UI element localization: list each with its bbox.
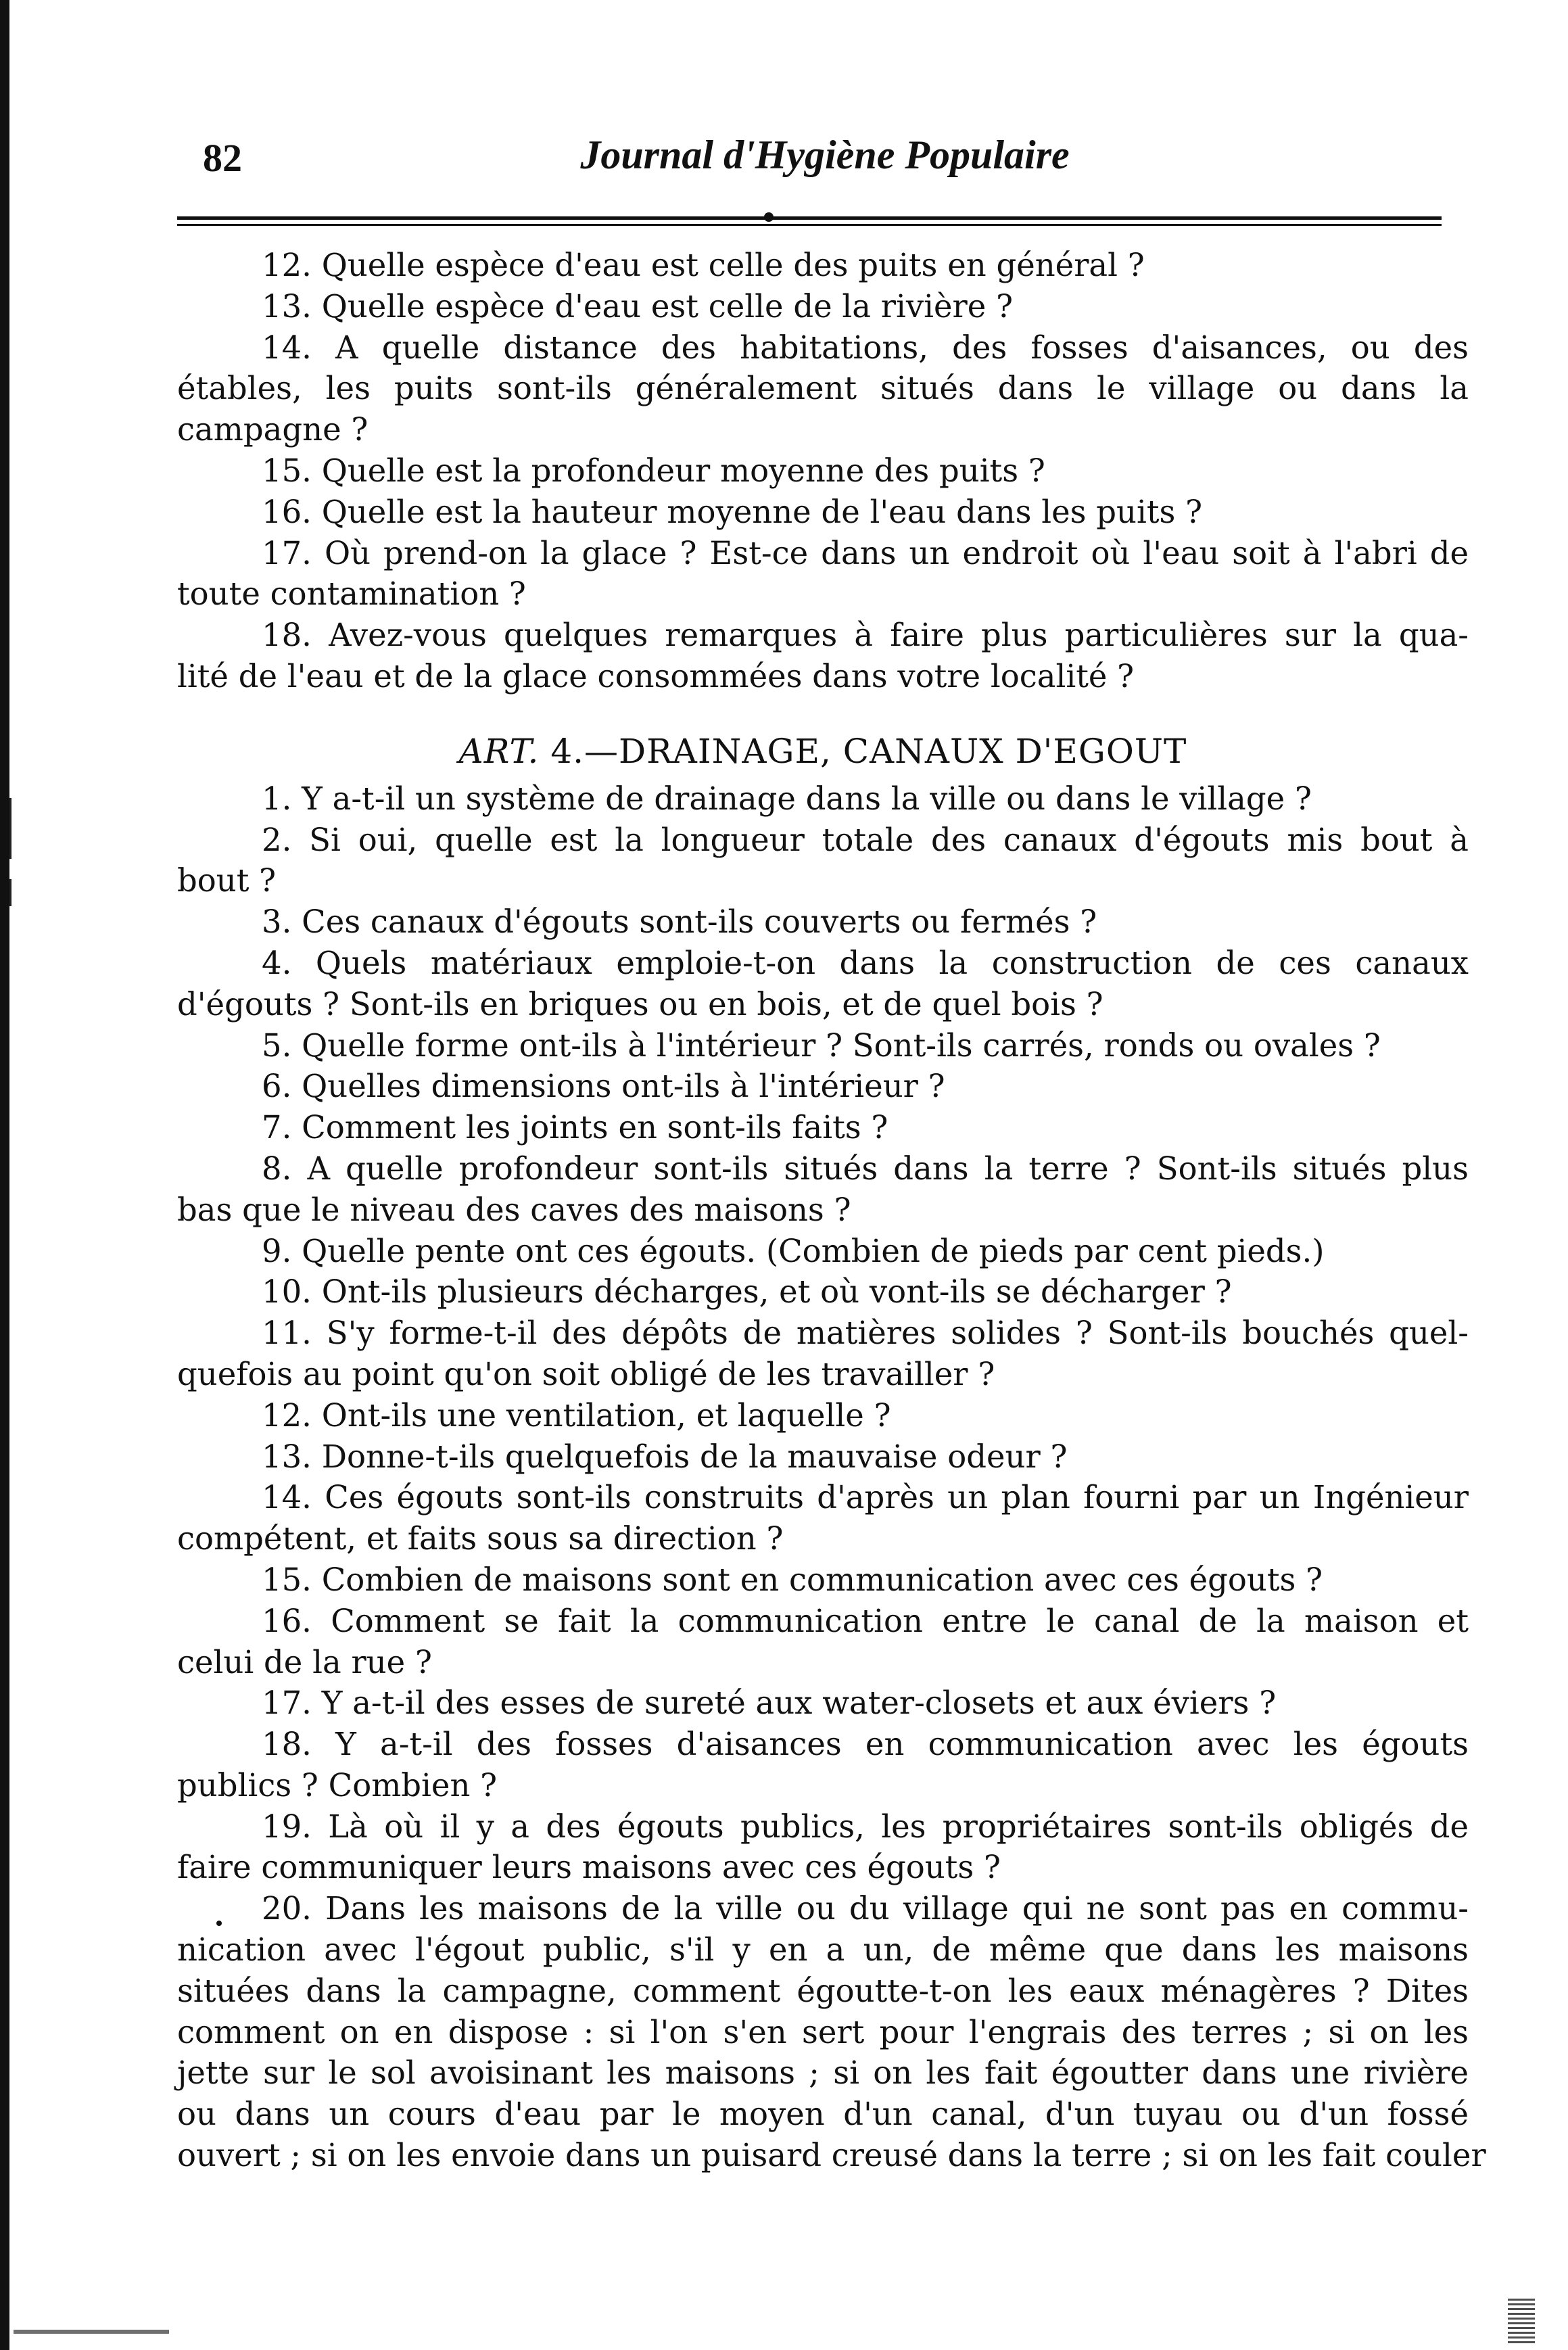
page-spine-shadow — [0, 0, 9, 2350]
text-line: d'égouts ? Sont-ils en briques ou en bois, et de quel bois ? — [177, 985, 1103, 1023]
text-line: 20. Dans les maisons de la ville ou du village qui ne sont pas en commu- — [262, 1890, 1469, 1927]
section-heading — [177, 697, 1469, 778]
running-title: Journal d'Hygiène Populaire — [580, 133, 1070, 177]
text-line: 15. Quelle est la profondeur moyenne des puits ? — [262, 452, 1045, 489]
text-line: 13. Donne-t-ils quelquefois de la mauvaise odeur ? — [262, 1438, 1068, 1475]
text-line: bout ? — [177, 862, 277, 899]
text-line: 6. Quelles dimensions ont-ils à l'intérieur ? — [262, 1068, 945, 1105]
text-line: jette sur le sol avoisinant les maisons ; si on les fait égoutter dans une rivière — [177, 2054, 1469, 2092]
section-title: 4.—DRAINAGE, CANAUX D'EGOUT — [550, 731, 1187, 771]
text-line: situées dans la campagne, comment égoutte-t-on les eaux ménagères ? Dites — [177, 1972, 1469, 2009]
text-line: 8. A quelle profondeur sont-ils situés dans la terre ? Sont-ils situés plus — [262, 1150, 1469, 1187]
footer-smudge — [14, 2330, 169, 2334]
text-line: ouvert ; si on les envoie dans un puisard creusé dans la terre ; si on les fait couler — [177, 2137, 1486, 2174]
text-line: 9. Quelle pente ont ces égouts. (Combien de pieds par cent pieds.) — [262, 1232, 1325, 1269]
text-line: publics ? Combien ? — [177, 1766, 498, 1804]
spine-mark — [9, 879, 11, 906]
text-line: 18. Avez-vous quelques remarques à faire plus particulières sur la qua- — [262, 617, 1469, 654]
text-line: 5. Quelle forme ont-ils à l'intérieur ? Sont-ils carrés, ronds ou ovales ? — [262, 1027, 1381, 1064]
text-line: 11. S'y forme-t-il des dépôts de matières solides ? Sont-ils bouchés quel- — [262, 1315, 1469, 1352]
text-line: 13. Quelle espèce d'eau est celle de la rivière ? — [262, 287, 1014, 325]
text-line: campagne ? — [177, 411, 369, 448]
text-line: compétent, et faits sous sa direction ? — [177, 1520, 784, 1557]
text-line: 14. A quelle distance des habitations, des fosses d'aisances, ou des — [262, 329, 1469, 366]
page-number: 82 — [203, 136, 242, 180]
header-ornament — [764, 212, 774, 222]
text-line: 4. Quels matériaux emploie-t-on dans la construction de ces canaux — [262, 944, 1469, 981]
text-line: 7. Comment les joints en sont-ils faits ? — [262, 1109, 888, 1146]
section-art-label: ART. — [458, 731, 540, 771]
text-line: 2. Si oui, quelle est la longueur totale des canaux d'égouts mis bout à — [262, 821, 1469, 858]
questions-drainage — [177, 778, 1486, 2176]
corner-scan-mark — [1508, 2296, 1535, 2343]
questions-water — [177, 245, 1469, 697]
text-line: bas que le niveau des caves des maisons ? — [177, 1191, 851, 1228]
text-line: 14. Ces égouts sont-ils construits d'après un plan fourni par un Ingénieur — [262, 1479, 1469, 1516]
text-line: 1. Y a-t-il un système de drainage dans la ville ou dans le village ? — [262, 780, 1312, 817]
text-line: 3. Ces canaux d'égouts sont-ils couverts ou fermés ? — [262, 903, 1097, 941]
text-line: 12. Quelle espèce d'eau est celle des puits en général ? — [262, 247, 1145, 283]
header-rule — [177, 216, 1442, 220]
text-line: 19. Là où il y a des égouts publics, les propriétaires sont-ils obligés de — [262, 1808, 1469, 1845]
text-line: 12. Ont-ils une ventilation, et laquelle ? — [262, 1396, 891, 1434]
page-body — [177, 245, 1486, 2176]
text-line: 18. Y a-t-il des fosses d'aisances en communication avec les égouts — [262, 1726, 1469, 1763]
text-line: quefois au point qu'on soit obligé de les travailler ? — [177, 1355, 995, 1392]
text-line: nication avec l'égout public, s'il y en a un, de même que dans les maisons — [177, 1931, 1469, 1969]
text-line: 15. Combien de maisons sont en communication avec ces égouts ? — [262, 1561, 1323, 1598]
text-line: 16. Comment se fait la communication entre le canal de la maison et — [262, 1602, 1469, 1639]
spine-mark — [9, 798, 11, 859]
text-line: toute contamination ? — [177, 575, 526, 613]
text-line: faire communiquer leurs maisons avec ces égouts ? — [177, 1849, 1001, 1886]
page-header — [203, 132, 1447, 186]
text-line: 17. Où prend-on la glace ? Est-ce dans un endroit où l'eau soit à l'abri de — [262, 534, 1469, 571]
text-line: étables, les puits sont-ils généralement situés dans le village ou dans la — [177, 370, 1469, 407]
text-line: celui de la rue ? — [177, 1643, 432, 1681]
text-line: ou dans un cours d'eau par le moyen d'un canal, d'un tuyau ou d'un fossé — [177, 2096, 1469, 2133]
text-line: comment on en dispose : si l'on s'en sert pour l'engrais des terres ; si on les — [177, 2013, 1469, 2050]
text-line: 16. Quelle est la hauteur moyenne de l'eau dans les puits ? — [262, 493, 1203, 530]
margin-speck — [216, 1921, 222, 1926]
header-rule — [177, 224, 1442, 226]
text-line: 10. Ont-ils plusieurs décharges, et où vont-ils se décharger ? — [262, 1273, 1232, 1311]
text-line: lité de l'eau et de la glace consommées dans votre localité ? — [177, 657, 1135, 695]
text-line: 17. Y a-t-il des esses de sureté aux water-closets et aux éviers ? — [262, 1685, 1277, 1722]
